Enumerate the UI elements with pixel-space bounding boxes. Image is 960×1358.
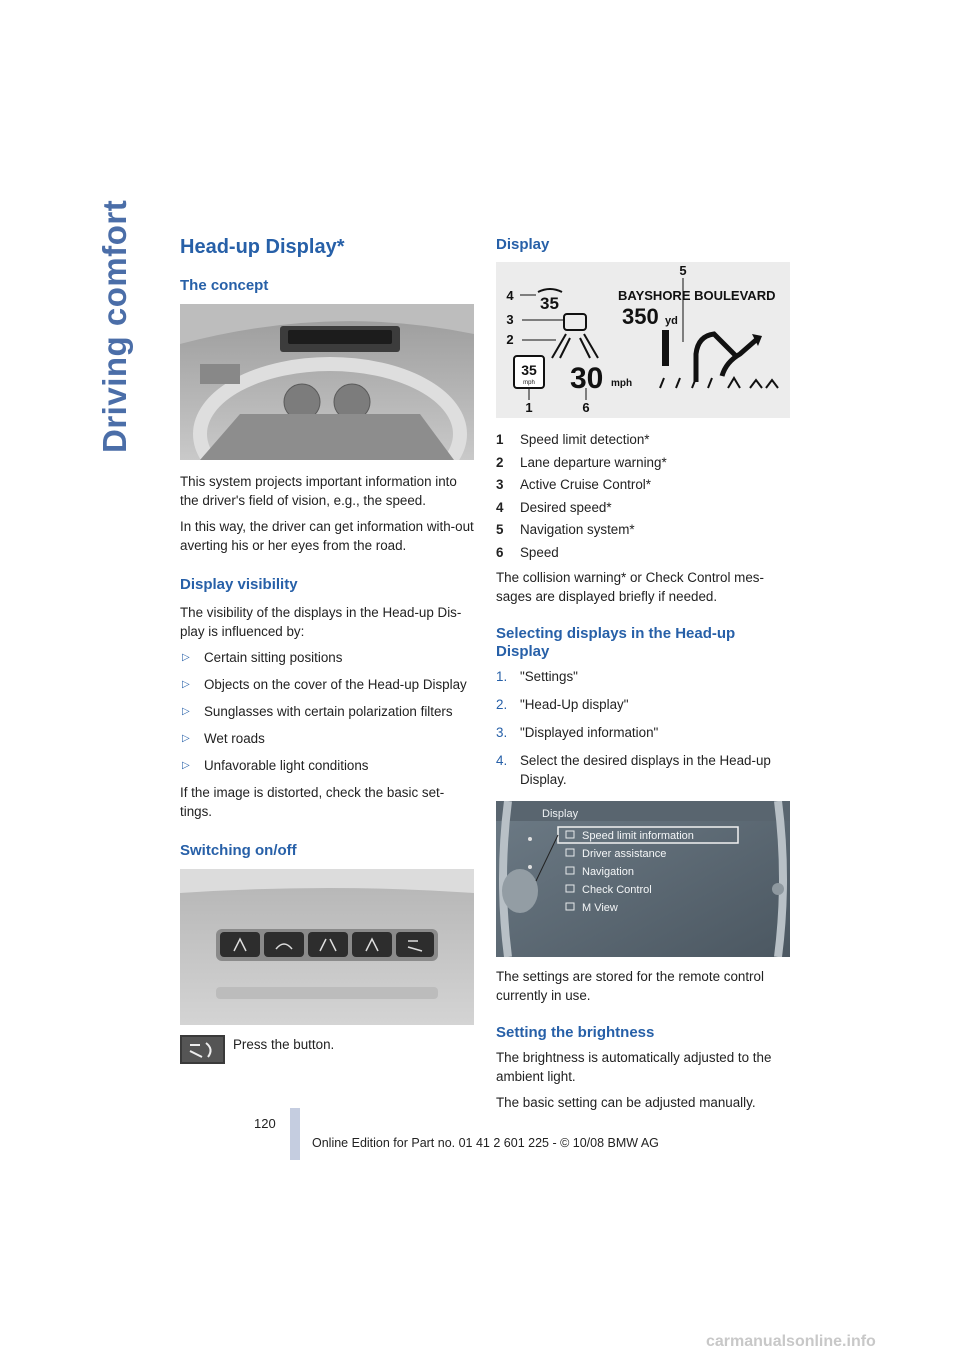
screen-title: Display	[542, 807, 579, 820]
distance-value: 350	[622, 304, 659, 329]
list-item: 4 Desired speed*	[496, 499, 612, 515]
selecting-heading: Selecting displays in the Head-up Display	[496, 624, 736, 660]
concept-paragraph-2: In this way, the driver can get information with-out averting his or her eyes from the road.	[180, 519, 474, 553]
list-item: ▷ Sunglasses with certain polarization filters	[182, 704, 453, 719]
visibility-intro: The visibility of the displays in the Head-up Dis-play is influenced by:	[180, 605, 462, 639]
list-item: ▷ Objects on the cover of the Head-up Display	[182, 677, 467, 692]
arrow-icon: ▷	[182, 679, 190, 690]
menu-option[interactable]: Driver assistance	[582, 847, 667, 860]
arrow-icon: ▷	[182, 652, 190, 663]
list-item: 3. "Displayed information"	[496, 724, 659, 740]
desired-speed: 35	[540, 294, 559, 313]
current-speed: 30	[570, 362, 604, 395]
display-heading: Display	[496, 236, 550, 253]
watermark: carmanualsonline.info	[706, 1333, 876, 1350]
hud-diagram	[496, 262, 790, 418]
left-column	[180, 232, 474, 1064]
section-tab: Driving comfort	[96, 200, 133, 454]
speed-limit-unit: mph	[523, 380, 535, 386]
current-speed-unit: mph	[611, 378, 633, 389]
brightness-heading: Setting the brightness	[496, 1023, 655, 1041]
list-item: 1. "Settings"	[496, 668, 578, 684]
visibility-outro: If the image is distorted, check the basic set-tings.	[180, 785, 445, 819]
callout-2: 2	[506, 332, 514, 347]
callout-1: 1	[525, 400, 533, 415]
list-item: 4. Select the desired displays in the Head-up Display.	[496, 752, 771, 787]
list-item: ▷ Certain sitting positions	[182, 650, 343, 665]
visibility-list	[180, 648, 474, 775]
menu-option[interactable]: Speed limit information	[582, 829, 694, 842]
arrow-icon: ▷	[182, 706, 190, 717]
idrive-screen-image	[496, 801, 790, 957]
menu-option[interactable]: Navigation	[582, 865, 634, 878]
hud-button-icon	[180, 1035, 225, 1064]
list-item: 5 Navigation system*	[496, 522, 635, 537]
selecting-note: The settings are stored for the remote control currently in use.	[496, 968, 764, 1003]
callout-6: 6	[582, 400, 590, 415]
arrow-icon: ▷	[182, 733, 190, 744]
display-legend	[496, 430, 790, 562]
distance-bar-icon	[662, 330, 669, 366]
list-item: 1 Speed limit detection*	[496, 432, 650, 447]
brightness-paragraph-2: The basic setting can be adjusted manually.	[496, 1094, 756, 1110]
page-number: 120	[254, 1116, 276, 1131]
list-item: ▷ Unfavorable light conditions	[182, 758, 369, 773]
brightness-paragraph-1: The brightness is automatically adjusted to the ambient light.	[496, 1049, 772, 1084]
street-name: BAYSHORE BOULEVARD	[618, 288, 776, 303]
right-column	[496, 232, 790, 1119]
list-item: 2 Lane departure warning*	[496, 454, 667, 470]
edition-note: Online Edition for Part no. 01 41 2 601 225 - © 10/08 BMW AG	[312, 1136, 659, 1150]
callout-3: 3	[506, 312, 514, 327]
press-text: Press the button.	[233, 1037, 335, 1052]
list-item: 3 Active Cruise Control*	[496, 477, 651, 492]
menu-option[interactable]: Check Control	[582, 883, 652, 896]
list-item: 6 Speed	[496, 544, 559, 560]
press-instruction	[180, 1035, 474, 1064]
distance-unit: yd	[665, 315, 678, 327]
footer-bar	[290, 1108, 300, 1160]
callout-5: 5	[679, 263, 687, 278]
dashboard-image	[180, 304, 474, 460]
display-note: The collision warning* or Check Control mes-sages are displayed briefly if needed.	[496, 569, 764, 604]
selecting-steps	[496, 667, 790, 789]
menu-option[interactable]: M View	[582, 901, 618, 914]
arrow-icon: ▷	[182, 760, 190, 771]
concept-paragraph-1: This system projects important information into the driver's field of vision, e.g., the speed.	[180, 474, 457, 508]
button-panel-image	[180, 869, 474, 1025]
page-title: Head-up Display*	[180, 236, 345, 258]
switching-heading: Switching on/off	[180, 842, 297, 859]
list-item: ▷ Wet roads	[182, 731, 265, 746]
visibility-heading: Display visibility	[180, 576, 298, 593]
list-item: 2. "Head-Up display"	[496, 696, 629, 712]
concept-heading: The concept	[180, 277, 269, 294]
speed-limit-value: 35	[521, 362, 537, 378]
callout-4: 4	[506, 288, 514, 303]
